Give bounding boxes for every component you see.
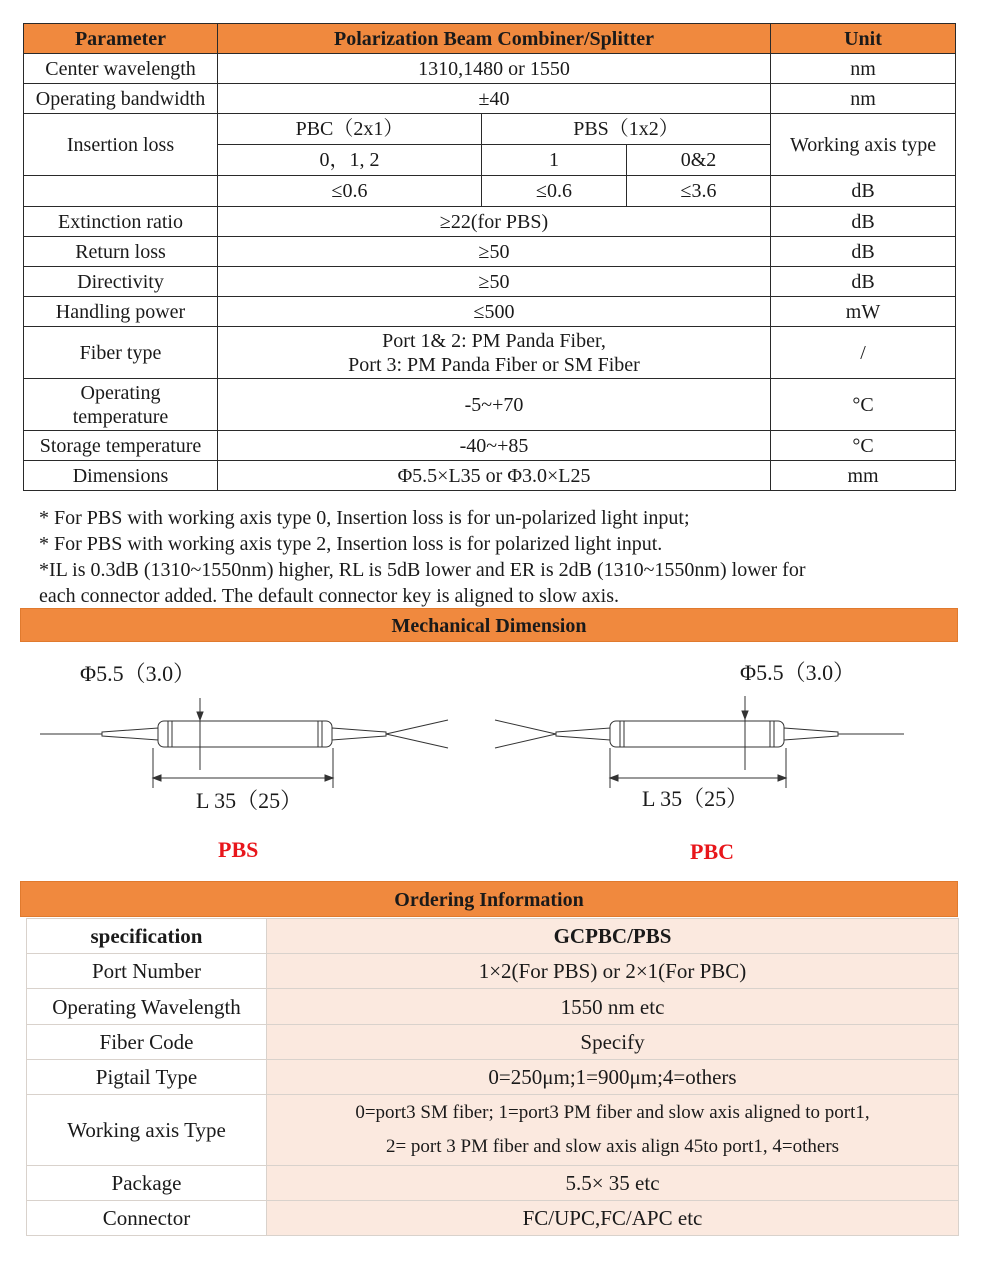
value-handling-power: ≤500 [218,297,771,327]
pbs-arrow-head [197,712,203,720]
pbc-label: PBC [690,839,734,864]
note-line: * For PBS with working axis type 2, Insertion loss is for polarized light input. [39,533,663,555]
value-operating-temperature: -5~+70 [218,379,771,431]
spec-header-row [24,24,956,54]
header-unit: Unit [771,24,956,54]
unit-dimensions: mm [771,461,956,491]
row-fiber-type [24,327,956,379]
unit-extinction-ratio: dB [771,207,956,237]
pbs-arrow-head [325,775,333,781]
il-pbc-value: ≤0.6 [218,176,482,207]
header-parameter: Parameter [24,24,218,54]
ordering-value: 0=250μm;1=900μm;4=others [267,1060,959,1095]
unit-handling-power: mW [771,297,956,327]
note-line: * For PBS with working axis type 0, Insertion loss is for un-polarized light input; [39,507,690,529]
pbc-input-fiber [495,720,556,734]
unit-storage-temperature: °C [771,431,956,461]
ordering-key: specification [27,919,267,954]
pbs-diameter-label: Φ5.5（3.0） [80,661,196,686]
ordering-row [27,954,959,989]
ordering-row [27,1095,959,1166]
il-blank-cell [24,176,218,207]
pbc-diameter-label: Φ5.5（3.0） [740,660,856,685]
pbs-arrow-head [153,775,161,781]
row-storage-temperature [24,431,956,461]
pbc-right-boot [784,728,838,740]
ordering-row [27,919,959,954]
pbc-arrow-head [778,775,786,781]
value-directivity: ≥50 [218,267,771,297]
il-pbs-axis-a: 1 [482,145,627,176]
fiber-type-line2: Port 3: PM Panda Fiber or SM Fiber [348,353,640,376]
il-working-axis-label: Working axis type [771,114,956,176]
label-insertion-loss: Insertion loss [24,114,218,176]
label-operating-temperature [24,379,218,431]
pbc-input-fiber [495,734,556,748]
unit-operating-bandwidth: nm [771,84,956,114]
pbs-output-fiber [386,720,448,734]
unit-operating-temperature: °C [771,379,956,431]
ordering-value: 1×2(For PBS) or 2×1(For PBC) [267,954,959,989]
il-pbc-axis: 0，1, 2 [218,145,482,176]
ordering-value: FC/UPC,FC/APC etc [267,1201,959,1236]
ordering-value [267,1095,959,1166]
ordering-value: GCPBC/PBS [267,919,959,954]
il-unit: dB [771,176,956,207]
ordering-row [27,1025,959,1060]
label-extinction-ratio: Extinction ratio [24,207,218,237]
label-directivity: Directivity [24,267,218,297]
pbs-right-boot [332,728,386,740]
pbs-output-fiber [386,734,448,748]
ordering-row [27,1060,959,1095]
row-return-loss [24,237,956,267]
il-pbs-axis-b: 0&2 [627,145,771,176]
unit-return-loss: dB [771,237,956,267]
value-return-loss: ≥50 [218,237,771,267]
pbc-left-boot [556,728,610,740]
ordering-key: Connector [27,1201,267,1236]
row-insertion-loss-a [24,114,956,145]
il-pbs-value-a: ≤0.6 [482,176,627,207]
row-handling-power [24,297,956,327]
ordering-value: 5.5× 35 etc [267,1166,959,1201]
unit-center-wavelength: nm [771,54,956,84]
pbs-left-boot [102,728,158,740]
pbs-tube-body [158,721,332,747]
label-fiber-type: Fiber type [24,327,218,379]
pbc-tube-body [610,721,784,747]
operating-temp-line2: temperature [72,405,169,428]
il-pbs-value-b: ≤3.6 [627,176,771,207]
value-center-wavelength: 1310,1480 or 1550 [218,54,771,84]
row-operating-bandwidth [24,84,956,114]
pbc-diagram [495,696,904,788]
mechanical-dimension-header: Mechanical Dimension [20,608,958,642]
notes [39,505,939,609]
pbs-length-label: L 35（25） [196,788,303,813]
pbs-diagram [40,698,448,788]
unit-directivity: dB [771,267,956,297]
label-return-loss: Return loss [24,237,218,267]
row-insertion-loss-c [24,176,956,207]
label-operating-bandwidth: Operating bandwidth [24,84,218,114]
working-axis-line1: 0=port3 SM fiber; 1=port3 PM fiber and slow axis aligned to port1, [355,1102,870,1123]
ordering-row [27,1166,959,1201]
ordering-row [27,989,959,1025]
pbs-label: PBS [218,837,259,862]
row-dimensions [24,461,956,491]
value-operating-bandwidth: ±40 [218,84,771,114]
ordering-table [26,918,959,1236]
ordering-key: Package [27,1166,267,1201]
ordering-key: Working axis Type [27,1095,267,1166]
unit-fiber-type: / [771,327,956,379]
value-storage-temperature: -40~+85 [218,431,771,461]
pbc-arrow-head [610,775,618,781]
header-product: Polarization Beam Combiner/Splitter [218,24,771,54]
note-line: each connector added. The default connector key is aligned to slow axis. [39,585,619,607]
label-handling-power: Handling power [24,297,218,327]
value-fiber-type [218,327,771,379]
working-axis-line2: 2= port 3 PM fiber and slow axis align 45to port1, 4=others [385,1136,840,1157]
ordering-key: Port Number [27,954,267,989]
ordering-key: Operating Wavelength [27,989,267,1025]
row-extinction-ratio [24,207,956,237]
value-dimensions: Φ5.5×L35 or Φ3.0×L25 [218,461,771,491]
value-extinction-ratio: ≥22(for PBS) [218,207,771,237]
ordering-key: Pigtail Type [27,1060,267,1095]
spec-table [23,23,956,491]
label-center-wavelength: Center wavelength [24,54,218,84]
mechanical-drawing [0,648,988,878]
note-line: *IL is 0.3dB (1310~1550nm) higher, RL is 5dB lower and ER is 2dB (1310~1550nm) lower for [39,559,806,581]
row-directivity [24,267,956,297]
row-center-wavelength [24,54,956,84]
label-storage-temperature: Storage temperature [24,431,218,461]
pbc-arrow-head [742,711,748,719]
il-pbc-header: PBC（2x1） [218,114,482,145]
row-operating-temperature [24,379,956,431]
ordering-value: 1550 nm etc [267,989,959,1025]
il-pbs-header: PBS（1x2） [482,114,771,145]
ordering-information-header: Ordering Information [20,881,958,917]
ordering-key: Fiber Code [27,1025,267,1060]
fiber-type-line1: Port 1& 2: PM Panda Fiber, [382,329,606,352]
pbc-length-label: L 35（25） [642,786,749,811]
operating-temp-line1: Operating [80,381,161,404]
ordering-row [27,1201,959,1236]
label-dimensions: Dimensions [24,461,218,491]
ordering-value: Specify [267,1025,959,1060]
